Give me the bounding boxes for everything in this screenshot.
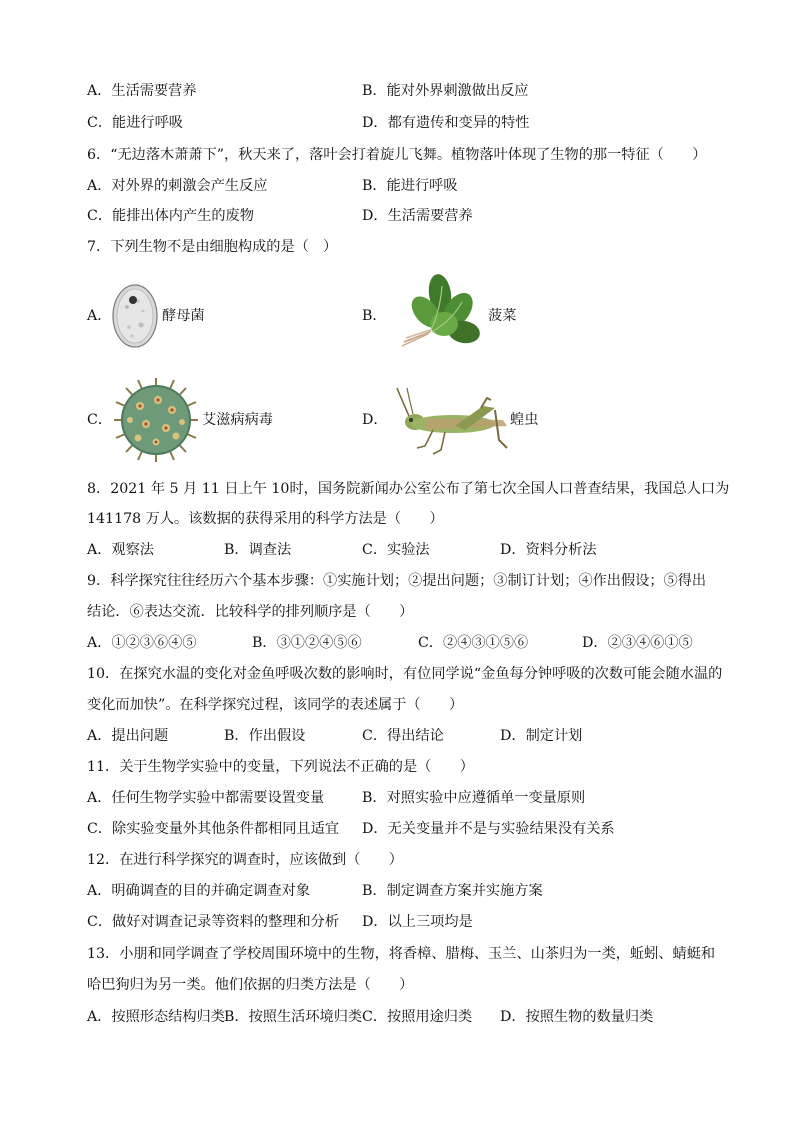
q8-option-c: C．实验法 [362,542,430,558]
q12-option-a: A．明确调查的目的并确定调查对象 [87,883,311,899]
q8-stem-line2: 141178 万人。该数据的获得采用的科学方法是（ ） [87,511,444,527]
q10-stem-line2: 变化而加快”。在科学探究过程，该同学的表述属于（ ） [87,697,464,713]
q7-stem: 7．下列生物不是由细胞构成的是（ ） [87,239,338,255]
q7-option-c-label: 艾滋病病毒 [202,412,273,428]
q7-option-d-letter: D． [362,412,388,428]
q13-option-a: A．按照形态结构归类 [87,1009,225,1025]
q10-option-b: B．作出假设 [224,728,306,744]
q11-option-a: A．任何生物学实验中都需要设置变量 [87,790,325,806]
q8-option-a: A．观察法 [87,542,154,558]
q5-option-d: D．都有遗传和变异的特性 [362,115,530,131]
q6-option-b: B．能进行呼吸 [362,178,458,194]
q5-option-b: B．能对外界刺激做出反应 [362,83,529,99]
q6-option-c: C．能排出体内产生的废物 [87,208,254,224]
q6-option-d: D．生活需要营养 [362,208,473,224]
q13-stem-line2: 哈巴狗归为另一类。他们依据的归类方法是（ ） [87,977,414,993]
q11-stem: 11．关于生物学实验中的变量，下列说法不正确的是（ ） [87,759,474,775]
q7-option-c-letter: C． [87,412,113,428]
q13-stem-line1: 13．小朋和同学调查了学校周围环境中的生物，将香樟、腊梅、玉兰、山茶归为一类，蚯蚓、蜻蜓和 [87,946,716,962]
q11-option-c: C．除实验变量外其他条件都相同且适宜 [87,821,340,837]
q6-option-a: A．对外界的刺激会产生反应 [87,178,268,194]
q9-option-c: C．②④③①⑤⑥ [418,635,529,651]
yeast-cell-image [110,281,160,355]
q8-option-b: B．调查法 [224,542,292,558]
q9-stem-line1: 9．科学探究往往经历六个基本步骤：①实施计划；②提出问题；③制订计划；④作出假设；⑤得出 [87,573,707,589]
q9-stem-line2: 结论．⑥表达交流．比较科学的排列顺序是（ ） [87,604,414,620]
q7-option-a-letter: A． [87,308,112,324]
q6-stem: 6．“无边落木萧萧下”，秋天来了，落叶会打着旋儿飞舞。植物落叶体现了生物的那一特征（ ） [87,147,707,163]
q9-option-a: A．①②③⑥④⑤ [87,635,197,651]
q13-option-c: C．按照用途归类 [362,1009,473,1025]
q7-option-d-label: 蝗虫 [510,412,539,428]
q12-option-b: B．制定调查方案并实施方案 [362,883,543,899]
q11-option-d: D．无关变量并不是与实验结果没有关系 [362,821,615,837]
q10-option-c: C．得出结论 [362,728,444,744]
grasshopper-image [395,386,513,462]
q5-option-c: C．能进行呼吸 [87,115,183,131]
q13-option-b: B．按照生活环境归类 [224,1009,363,1025]
hiv-virus-image [110,376,202,468]
q9-option-b: B．③①②④⑤⑥ [252,635,362,651]
q12-option-d: D．以上三项均是 [362,914,473,930]
spinach-image [390,272,486,360]
q11-option-b: B．对照实验中应遵循单一变量原则 [362,790,586,806]
q10-option-d: D．制定计划 [500,728,583,744]
q9-option-d: D．②③④⑥①⑤ [582,635,693,651]
q10-option-a: A．提出问题 [87,728,169,744]
q12-stem: 12．在进行科学探究的调查时，应该做到（ ） [87,852,403,868]
q12-option-c: C．做好对调查记录等资料的整理和分析 [87,914,340,930]
q10-stem-line1: 10．在探究水温的变化对金鱼呼吸次数的影响时，有位同学说“金鱼每分钟呼吸的次数可能会随水温的 [87,666,723,682]
q5-option-a: A．生活需要营养 [87,83,197,99]
q8-stem-line1: 8．2021 年 5 月 11 日上午 10时，国务院新闻办公室公布了第七次全国人口普查结果，我国总人口为 [87,481,730,497]
q7-option-a-label: 酵母菌 [162,308,205,324]
q7-option-b-label: 菠菜 [488,308,517,324]
q7-option-b-letter: B． [362,308,387,324]
q8-option-d: D．资料分析法 [500,542,597,558]
q13-option-d: D．按照生物的数量归类 [500,1009,654,1025]
